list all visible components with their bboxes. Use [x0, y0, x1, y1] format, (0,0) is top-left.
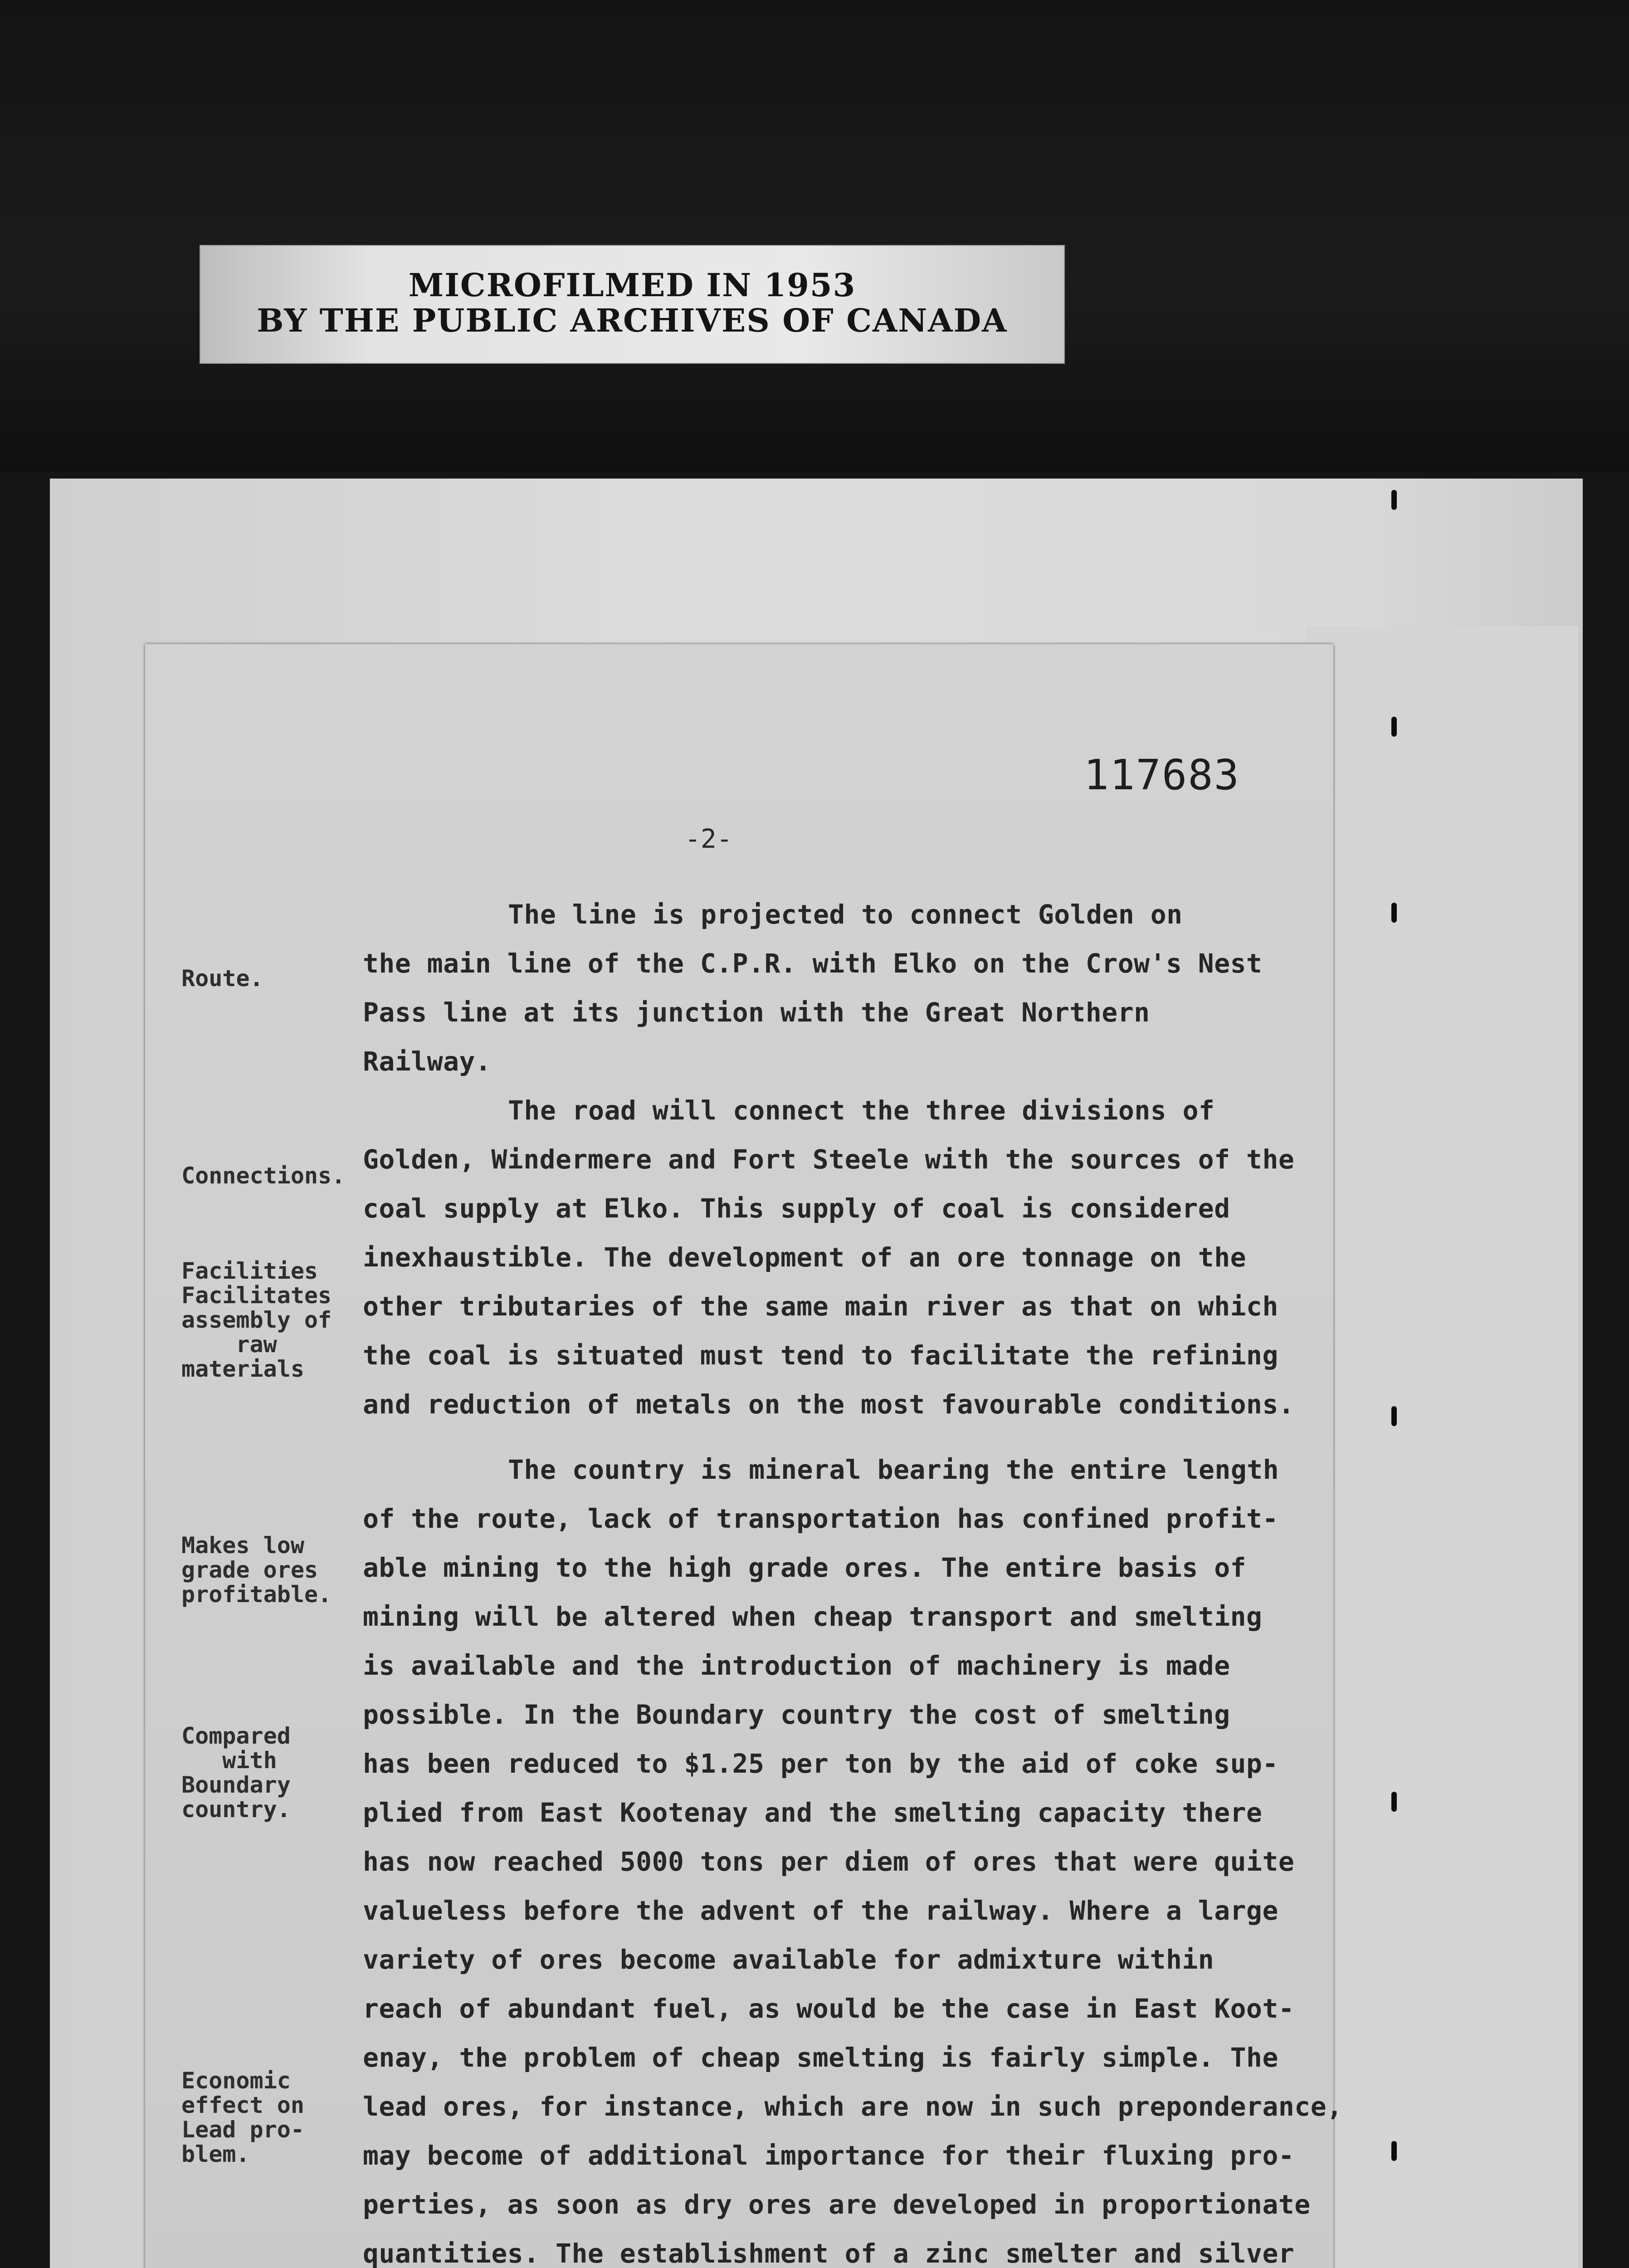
- body-line: has now reached 5000 tons per diem of ores that were quite: [363, 1846, 1295, 1877]
- body-line: The road will connect the three divisions of: [508, 1095, 1215, 1126]
- body-line: perties, as soon as dry ores are developed in proportionate: [363, 2189, 1311, 2220]
- punch-hole: [1391, 490, 1397, 510]
- body-line: enay, the problem of cheap smelting is fairly simple. The: [363, 2042, 1278, 2073]
- stamp-line-1: MICROFILMED IN 1953: [408, 266, 856, 304]
- punch-hole: [1391, 1792, 1397, 1812]
- document-page: [145, 644, 1343, 2268]
- body-line: possible. In the Boundary country the cost of smelting: [363, 1699, 1230, 1730]
- body-line: Pass line at its junction with the Great Northern: [363, 997, 1150, 1028]
- body-line: Golden, Windermere and Fort Steele with the sources of the: [363, 1144, 1295, 1175]
- body-line: inexhaustible. The development of an ore tonnage on the: [363, 1242, 1247, 1273]
- body-line: quantities. The establishment of a zinc smelter and silver: [363, 2238, 1295, 2268]
- body-line: the main line of the C.P.R. with Elko on the Crow's Nest: [363, 948, 1263, 979]
- body-line: is available and the introduction of machinery is made: [363, 1650, 1230, 1681]
- punch-hole: [1391, 1406, 1397, 1426]
- body-line: coal supply at Elko. This supply of coal is considered: [363, 1193, 1230, 1224]
- body-line: plied from East Kootenay and the smelting capacity there: [363, 1797, 1263, 1828]
- body-line: variety of ores become available for admixture within: [363, 1944, 1214, 1975]
- body-line: valueless before the advent of the railway. Where a large: [363, 1895, 1278, 1926]
- body-line: mining will be altered when cheap transport and smelting: [363, 1601, 1263, 1632]
- body-line: and reduction of metals on the most favourable conditions.: [363, 1389, 1295, 1420]
- margin-note-connections: Connections.: [181, 1163, 346, 1189]
- margin-note-route: Route.: [181, 965, 263, 992]
- stock-number: 117683: [1083, 751, 1240, 799]
- margin-note-lead-problem: Economic effect on Lead pro- blem.: [181, 2068, 304, 2167]
- margin-note-facilities: Facilities Facilitates assembly of raw materials: [181, 1258, 332, 1382]
- body-line: able mining to the high grade ores. The entire basis of: [363, 1552, 1247, 1583]
- body-line: other tributaries of the same main river as that on which: [363, 1291, 1278, 1322]
- body-line: of the route, lack of transportation has confined profit-: [363, 1503, 1278, 1534]
- microfilm-stamp: [200, 245, 1065, 364]
- body-line: has been reduced to $1.25 per ton by the aid of coke sup-: [363, 1748, 1278, 1779]
- backing-sheet-right-edge: [1306, 626, 1578, 2268]
- body-line: lead ores, for instance, which are now in such preponderance,: [363, 2091, 1343, 2122]
- margin-note-low-grade-ores: Makes low grade ores profitable.: [181, 1532, 332, 1608]
- body-line: Railway.: [363, 1046, 492, 1077]
- punch-hole: [1391, 903, 1397, 923]
- stamp-line-2: BY THE PUBLIC ARCHIVES OF CANADA: [257, 302, 1008, 339]
- punch-hole: [1391, 2141, 1397, 2161]
- body-line: The country is mineral bearing the entire length: [508, 1454, 1279, 1485]
- body-line: the coal is situated must tend to facilitate the refining: [363, 1340, 1278, 1371]
- punch-hole: [1391, 717, 1397, 737]
- body-line: may become of additional importance for their fluxing pro-: [363, 2140, 1295, 2171]
- microfilm-top-margin: [0, 0, 1629, 472]
- body-line: reach of abundant fuel, as would be the case in East Koot-: [363, 1993, 1295, 2024]
- page-number: -2-: [685, 823, 732, 854]
- margin-note-boundary-country: Compared with Boundary country.: [181, 1723, 291, 1823]
- body-line: The line is projected to connect Golden on: [508, 899, 1183, 930]
